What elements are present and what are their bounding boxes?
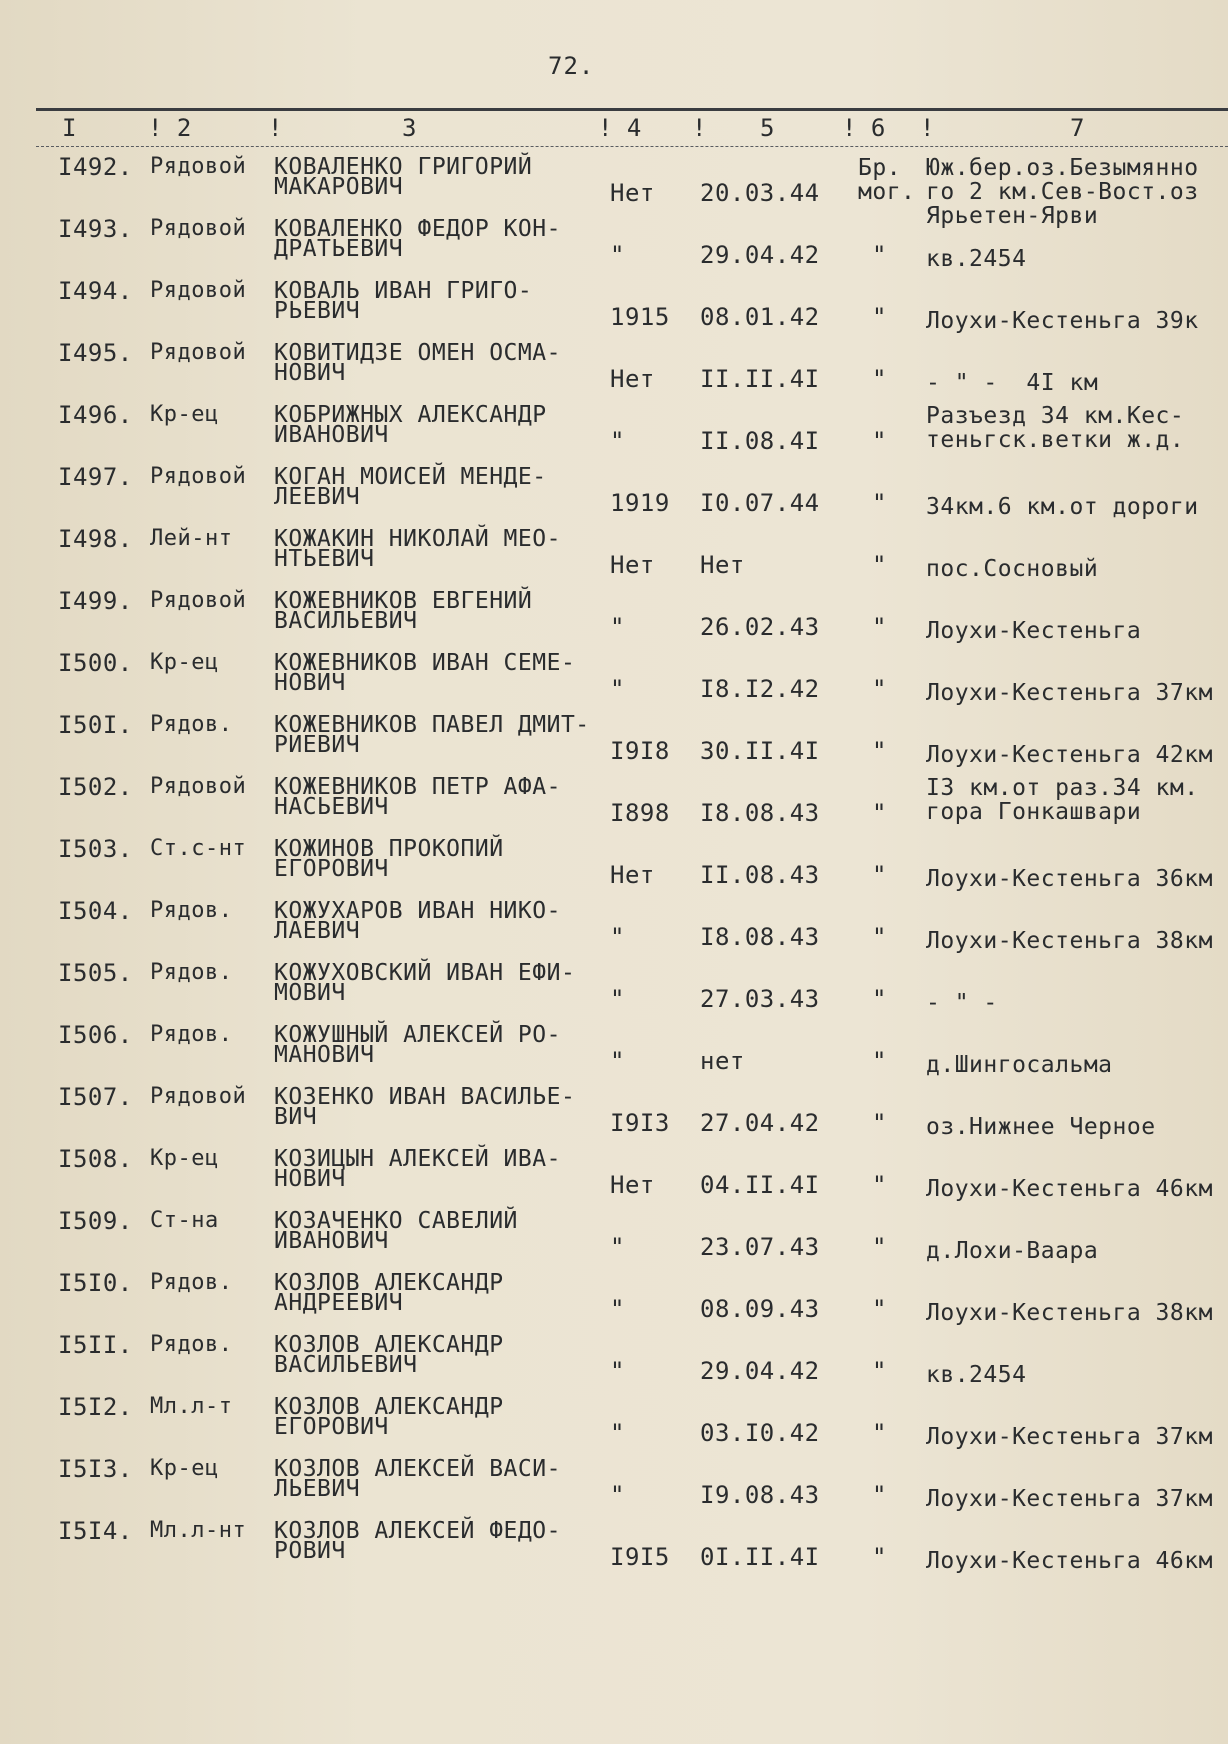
entry-number: I500. xyxy=(58,649,133,677)
rank: Рядовой xyxy=(150,216,247,241)
rank: Рядов. xyxy=(150,898,233,923)
entry-number: I506. xyxy=(58,1021,133,1049)
burial-type: " xyxy=(872,1419,887,1447)
surname-name: КОЖУШНЫЙ АЛЕКСЕЙ РО- xyxy=(274,1022,561,1048)
burial-type: " xyxy=(872,1481,887,1509)
birth-year: " xyxy=(610,1233,625,1261)
surname-name: КОЖЕВНИКОВ ИВАН СЕМЕ- xyxy=(274,650,576,676)
burial-place: Юж.бер.оз.Безымянно го 2 км.Сев-Вост.оз Ярьетен-Ярви xyxy=(926,155,1199,229)
burial-type: " xyxy=(872,675,887,703)
surname-name: КОЖИНОВ ПРОКОПИЙ xyxy=(274,836,504,862)
death-date: II.08.4I xyxy=(700,427,820,455)
patronymic: НОВИЧ xyxy=(274,1166,346,1192)
table-row xyxy=(0,773,1228,838)
column-header-6: ! 6 xyxy=(842,114,886,142)
table-row xyxy=(0,215,1228,280)
page-number: 72. xyxy=(548,52,595,80)
burial-type: " xyxy=(872,923,887,951)
burial-type: " xyxy=(872,551,887,579)
entry-number: I507. xyxy=(58,1083,133,1111)
birth-year: Нет xyxy=(610,365,655,393)
rank: Рядов. xyxy=(150,1332,233,1357)
entry-number: I5II. xyxy=(58,1331,133,1359)
table-row xyxy=(0,277,1228,342)
burial-place: д.Шингосальма xyxy=(926,1052,1113,1078)
surname-name: КОГАН МОИСЕЙ МЕНДЕ- xyxy=(274,464,547,490)
burial-place: Лоухи-Кестеньга 37км xyxy=(926,1486,1213,1512)
column-header-sep: ! xyxy=(268,114,283,142)
birth-year: I9I3 xyxy=(610,1109,670,1137)
rank: Кр-ец xyxy=(150,402,219,427)
birth-year: Нет xyxy=(610,551,655,579)
birth-year: " xyxy=(610,1295,625,1323)
entry-number: I504. xyxy=(58,897,133,925)
burial-place: д.Лохи-Ваара xyxy=(926,1238,1099,1264)
header-top-rule xyxy=(36,108,1228,111)
entry-number: I499. xyxy=(58,587,133,615)
table-row xyxy=(0,587,1228,652)
burial-place: Лоухи-Кестеньга 46км xyxy=(926,1176,1213,1202)
surname-name: КОЗИЦЫН АЛЕКСЕЙ ИВА- xyxy=(274,1146,561,1172)
death-date: Нет xyxy=(700,551,745,579)
patronymic: ЕГОРОВИЧ xyxy=(274,856,389,882)
surname-name: КОЖАКИН НИКОЛАЙ МЕО- xyxy=(274,526,561,552)
surname-name: КОВАЛЕНКО ФЕДОР КОН- xyxy=(274,216,561,242)
rank: Кр-ец xyxy=(150,650,219,675)
entry-number: I508. xyxy=(58,1145,133,1173)
table-row xyxy=(0,711,1228,776)
column-header-sep-3: ! xyxy=(920,114,935,142)
rank: Рядовой xyxy=(150,774,247,799)
surname-name: КОЖУХАРОВ ИВАН НИКО- xyxy=(274,898,561,924)
table-row xyxy=(0,649,1228,714)
table-row xyxy=(0,339,1228,404)
burial-place: Лоухи-Кестеньга 37км xyxy=(926,680,1213,706)
death-date: 08.01.42 xyxy=(700,303,820,331)
patronymic: ЛЕЕВИЧ xyxy=(274,484,361,510)
birth-year: " xyxy=(610,923,625,951)
entry-number: I497. xyxy=(58,463,133,491)
patronymic: ВИЧ xyxy=(274,1104,318,1130)
rank: Рядовой xyxy=(150,340,247,365)
table-row xyxy=(0,525,1228,590)
table-row xyxy=(0,1083,1228,1148)
burial-type: " xyxy=(872,737,887,765)
death-date: 30.II.4I xyxy=(700,737,820,765)
burial-type: " xyxy=(872,241,887,269)
burial-type: " xyxy=(872,861,887,889)
death-date: 08.09.43 xyxy=(700,1295,820,1323)
header-bottom-rule xyxy=(36,146,1228,147)
burial-type: " xyxy=(872,365,887,393)
table-row xyxy=(0,401,1228,466)
entry-number: I509. xyxy=(58,1207,133,1235)
surname-name: КОЗЛОВ АЛЕКСЕЙ ВАСИ- xyxy=(274,1456,561,1482)
death-date: II.08.43 xyxy=(700,861,820,889)
burial-type: " xyxy=(872,799,887,827)
rank: Рядовой xyxy=(150,278,247,303)
entry-number: I503. xyxy=(58,835,133,863)
rank: Лей-нт xyxy=(150,526,233,551)
burial-place: кв.2454 xyxy=(926,246,1027,272)
column-header-2: ! 2 xyxy=(148,114,192,142)
death-date: 29.04.42 xyxy=(700,241,820,269)
death-date: I9.08.43 xyxy=(700,1481,820,1509)
patronymic: АНДРЕЕВИЧ xyxy=(274,1290,404,1316)
table-row xyxy=(0,1145,1228,1210)
rank: Кр-ец xyxy=(150,1146,219,1171)
entry-number: I5I3. xyxy=(58,1455,133,1483)
burial-place: Лоухи-Кестеньга 46км xyxy=(926,1548,1213,1574)
burial-place: - " - xyxy=(926,990,998,1016)
burial-type: " xyxy=(872,1047,887,1075)
entry-number: I5I0. xyxy=(58,1269,133,1297)
burial-place: Лоухи-Кестеньга 38км xyxy=(926,928,1213,954)
patronymic: ВАСИЛЬЕВИЧ xyxy=(274,608,418,634)
table-row xyxy=(0,1331,1228,1396)
surname-name: КОЗЛОВ АЛЕКСАНДР xyxy=(274,1270,504,1296)
burial-type: " xyxy=(872,427,887,455)
table-row xyxy=(0,1021,1228,1086)
burial-place: Лоухи-Кестеньга 39к xyxy=(926,308,1199,334)
death-date: I8.08.43 xyxy=(700,923,820,951)
burial-place: Лоухи-Кестеньга 36км xyxy=(926,866,1213,892)
death-date: I8.08.43 xyxy=(700,799,820,827)
surname-name: КОВАЛЕНКО ГРИГОРИЙ xyxy=(274,154,533,180)
surname-name: КОВАЛЬ ИВАН ГРИГО- xyxy=(274,278,533,304)
surname-name: КОЖЕВНИКОВ ПАВЕЛ ДМИТ- xyxy=(274,712,590,738)
patronymic: НТЬЕВИЧ xyxy=(274,546,375,572)
birth-year: I9I8 xyxy=(610,737,670,765)
table-row xyxy=(0,1269,1228,1334)
rank: Рядов. xyxy=(150,1022,233,1047)
death-date: II.II.4I xyxy=(700,365,820,393)
burial-place: пос.Сосновый xyxy=(926,556,1099,582)
patronymic: РОВИЧ xyxy=(274,1538,346,1564)
burial-type: " xyxy=(872,1543,887,1571)
patronymic: ИВАНОВИЧ xyxy=(274,422,389,448)
surname-name: КОЖЕВНИКОВ ЕВГЕНИЙ xyxy=(274,588,533,614)
entry-number: I492. xyxy=(58,153,133,181)
death-date: 29.04.42 xyxy=(700,1357,820,1385)
patronymic: ЕГОРОВИЧ xyxy=(274,1414,389,1440)
burial-place: кв.2454 xyxy=(926,1362,1027,1388)
patronymic: МАКАРОВИЧ xyxy=(274,174,404,200)
entry-number: I496. xyxy=(58,401,133,429)
entry-number: I5I4. xyxy=(58,1517,133,1545)
patronymic: ЛАЕВИЧ xyxy=(274,918,361,944)
rank: Рядов. xyxy=(150,960,233,985)
burial-type: " xyxy=(872,303,887,331)
birth-year: " xyxy=(610,1419,625,1447)
burial-type: " xyxy=(872,1109,887,1137)
column-header-7: 7 xyxy=(1070,114,1085,142)
patronymic: НАСЬЕВИЧ xyxy=(274,794,389,820)
death-date: 27.03.43 xyxy=(700,985,820,1013)
patronymic: ИВАНОВИЧ xyxy=(274,1228,389,1254)
burial-type: " xyxy=(872,1295,887,1323)
column-header-1: I xyxy=(62,114,77,142)
rank: Рядовой xyxy=(150,154,247,179)
table-row xyxy=(0,1455,1228,1520)
patronymic: ДРАТЬЕВИЧ xyxy=(274,236,404,262)
burial-type: " xyxy=(872,1171,887,1199)
surname-name: КОЗЛОВ АЛЕКСЕЙ ФЕДО- xyxy=(274,1518,561,1544)
death-date: 23.07.43 xyxy=(700,1233,820,1261)
entry-number: I494. xyxy=(58,277,133,305)
rank: Мл.л-т xyxy=(150,1394,233,1419)
birth-year: " xyxy=(610,427,625,455)
burial-place: Лоухи-Кестеньга 37км xyxy=(926,1424,1213,1450)
burial-place: Лоухи-Кестеньга xyxy=(926,618,1142,644)
birth-year: " xyxy=(610,675,625,703)
birth-year: " xyxy=(610,1357,625,1385)
rank: Рядовой xyxy=(150,1084,247,1109)
birth-year: I898 xyxy=(610,799,670,827)
patronymic: РИЕВИЧ xyxy=(274,732,361,758)
birth-year: " xyxy=(610,1481,625,1509)
burial-type: Бр. мог. xyxy=(858,155,916,205)
rank: Рядов. xyxy=(150,712,233,737)
entry-number: I5I2. xyxy=(58,1393,133,1421)
birth-year: " xyxy=(610,985,625,1013)
surname-name: КОЖУХОВСКИЙ ИВАН ЕФИ- xyxy=(274,960,576,986)
rank: Рядовой xyxy=(150,464,247,489)
death-date: I8.I2.42 xyxy=(700,675,820,703)
table-row xyxy=(0,835,1228,900)
entry-number: I498. xyxy=(58,525,133,553)
patronymic: МОВИЧ xyxy=(274,980,346,1006)
table-row xyxy=(0,463,1228,528)
burial-place: 34км.6 км.от дороги xyxy=(926,494,1199,520)
birth-year: Нет xyxy=(610,1171,655,1199)
column-header-sep-2: ! xyxy=(692,114,707,142)
surname-name: КОБРИЖНЫХ АЛЕКСАНДР xyxy=(274,402,547,428)
birth-year: " xyxy=(610,613,625,641)
burial-place: Разъезд 34 км.Кес- теньгск.ветки ж.д. xyxy=(926,403,1185,453)
surname-name: КОЗЕНКО ИВАН ВАСИЛЬЕ- xyxy=(274,1084,576,1110)
birth-year: 1919 xyxy=(610,489,670,517)
death-date: 20.03.44 xyxy=(700,179,820,207)
death-date: 26.02.43 xyxy=(700,613,820,641)
rank: Кр-ец xyxy=(150,1456,219,1481)
death-date: 27.04.42 xyxy=(700,1109,820,1137)
burial-place: - " - 4I км xyxy=(926,370,1099,396)
death-date: I0.07.44 xyxy=(700,489,820,517)
death-date: нет xyxy=(700,1047,745,1075)
patronymic: НОВИЧ xyxy=(274,360,346,386)
surname-name: КОЖЕВНИКОВ ПЕТР АФА- xyxy=(274,774,561,800)
death-date: 03.I0.42 xyxy=(700,1419,820,1447)
birth-year: " xyxy=(610,1047,625,1075)
table-row xyxy=(0,1517,1228,1582)
patronymic: ВАСИЛЬЕВИЧ xyxy=(274,1352,418,1378)
patronymic: НОВИЧ xyxy=(274,670,346,696)
table-row xyxy=(0,1393,1228,1458)
burial-type: " xyxy=(872,613,887,641)
burial-type: " xyxy=(872,1357,887,1385)
birth-year: 1915 xyxy=(610,303,670,331)
birth-year: Нет xyxy=(610,861,655,889)
entry-number: I505. xyxy=(58,959,133,987)
birth-year: I9I5 xyxy=(610,1543,670,1571)
patronymic: МАНОВИЧ xyxy=(274,1042,375,1068)
surname-name: КОЗЛОВ АЛЕКСАНДР xyxy=(274,1394,504,1420)
surname-name: КОВИТИДЗЕ ОМЕН ОСМА- xyxy=(274,340,561,366)
entry-number: I495. xyxy=(58,339,133,367)
surname-name: КОЗАЧЕНКО САВЕЛИЙ xyxy=(274,1208,518,1234)
entry-number: I50I. xyxy=(58,711,133,739)
rank: Ст-на xyxy=(150,1208,219,1233)
death-date: 04.II.4I xyxy=(700,1171,820,1199)
burial-place: I3 км.от раз.34 км. гора Гонкашвари xyxy=(926,775,1199,825)
column-header-4: ! 4 xyxy=(598,114,642,142)
surname-name: КОЗЛОВ АЛЕКСАНДР xyxy=(274,1332,504,1358)
rank: Рядовой xyxy=(150,588,247,613)
patronymic: ЛЬЕВИЧ xyxy=(274,1476,361,1502)
birth-year: " xyxy=(610,241,625,269)
burial-type: " xyxy=(872,985,887,1013)
table-row xyxy=(0,897,1228,962)
burial-place: оз.Нижнее Черное xyxy=(926,1114,1156,1140)
column-header-5: 5 xyxy=(760,114,775,142)
death-date: 0I.II.4I xyxy=(700,1543,820,1571)
table-row xyxy=(0,1207,1228,1272)
birth-year: Нет xyxy=(610,179,655,207)
table-row xyxy=(0,959,1228,1024)
rank: Ст.с-нт xyxy=(150,836,247,861)
rank: Рядов. xyxy=(150,1270,233,1295)
column-header-3: 3 xyxy=(402,114,417,142)
entry-number: I493. xyxy=(58,215,133,243)
rank: Мл.л-нт xyxy=(150,1518,247,1543)
patronymic: РЬЕВИЧ xyxy=(274,298,361,324)
burial-type: " xyxy=(872,1233,887,1261)
burial-place: Лоухи-Кестеньга 42км xyxy=(926,742,1213,768)
burial-type: " xyxy=(872,489,887,517)
burial-place: Лоухи-Кестеньга 38км xyxy=(926,1300,1213,1326)
entry-number: I502. xyxy=(58,773,133,801)
